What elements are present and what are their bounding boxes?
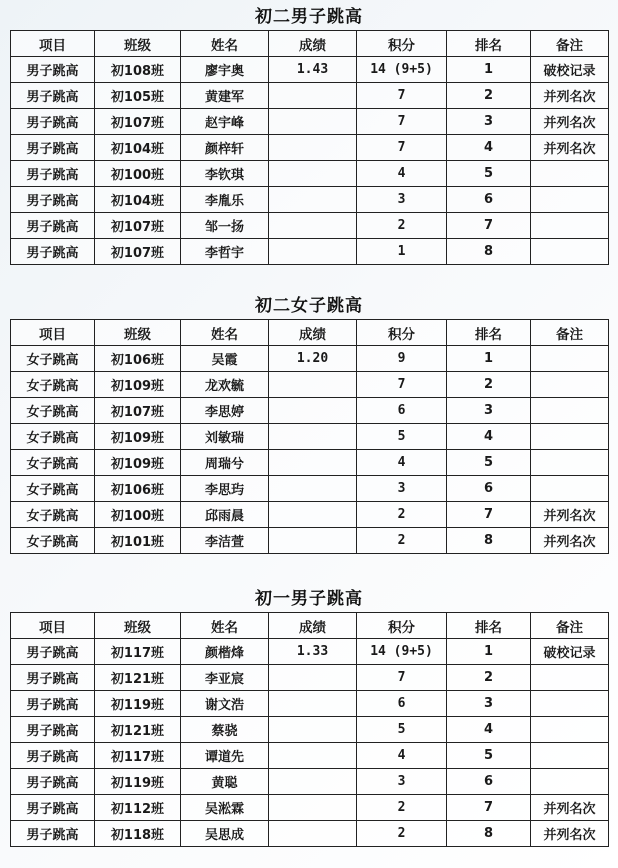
cell-remark xyxy=(531,743,609,769)
cell-remark xyxy=(531,476,609,502)
cell-event: 男子跳高 xyxy=(11,691,95,717)
cell-remark xyxy=(531,161,609,187)
cell-event: 男子跳高 xyxy=(11,161,95,187)
section-grade8-boys-high-jump xyxy=(10,4,608,265)
cell-result xyxy=(269,213,357,239)
cell-result: 1.33 xyxy=(269,639,357,665)
cell-points: 2 xyxy=(357,821,447,847)
cell-event: 男子跳高 xyxy=(11,239,95,265)
cell-name: 吴淞霖 xyxy=(181,795,269,821)
table-row xyxy=(11,83,609,109)
cell-class: 初117班 xyxy=(95,639,181,665)
cell-remark xyxy=(531,346,609,372)
cell-class: 初119班 xyxy=(95,691,181,717)
cell-result xyxy=(269,476,357,502)
cell-result xyxy=(269,450,357,476)
cell-remark: 并列名次 xyxy=(531,795,609,821)
cell-rank: 8 xyxy=(447,239,531,265)
cell-rank: 3 xyxy=(447,398,531,424)
cell-name: 吴霞 xyxy=(181,346,269,372)
column-header-rank: 排名 xyxy=(447,31,531,57)
section-title: 初二女子跳高 xyxy=(255,296,363,316)
table-row xyxy=(11,450,609,476)
cell-rank: 8 xyxy=(447,821,531,847)
table-row xyxy=(11,769,609,795)
table-row xyxy=(11,665,609,691)
cell-event: 女子跳高 xyxy=(11,528,95,554)
cell-remark: 并列名次 xyxy=(531,83,609,109)
cell-name: 谭道先 xyxy=(181,743,269,769)
cell-class: 初104班 xyxy=(95,187,181,213)
column-header-name: 姓名 xyxy=(181,320,269,346)
cell-name: 李思玙 xyxy=(181,476,269,502)
cell-points: 4 xyxy=(357,161,447,187)
cell-rank: 4 xyxy=(447,135,531,161)
table-row xyxy=(11,346,609,372)
cell-name: 龙欢毓 xyxy=(181,372,269,398)
column-header-class: 班级 xyxy=(95,320,181,346)
header-row xyxy=(11,320,609,346)
section-grade8-girls-high-jump xyxy=(10,293,608,554)
column-header-name: 姓名 xyxy=(181,31,269,57)
cell-event: 男子跳高 xyxy=(11,213,95,239)
cell-rank: 8 xyxy=(447,528,531,554)
column-header-points: 积分 xyxy=(357,613,447,639)
table-row xyxy=(11,691,609,717)
column-header-result: 成绩 xyxy=(269,31,357,57)
header-row xyxy=(11,613,609,639)
cell-result xyxy=(269,135,357,161)
cell-rank: 4 xyxy=(447,424,531,450)
cell-rank: 1 xyxy=(447,57,531,83)
cell-points: 6 xyxy=(357,398,447,424)
cell-points: 2 xyxy=(357,502,447,528)
cell-class: 初104班 xyxy=(95,135,181,161)
cell-remark xyxy=(531,372,609,398)
cell-rank: 3 xyxy=(447,109,531,135)
cell-result xyxy=(269,769,357,795)
cell-class: 初112班 xyxy=(95,795,181,821)
cell-remark: 破校记录 xyxy=(531,639,609,665)
table-row xyxy=(11,398,609,424)
column-header-rank: 排名 xyxy=(447,613,531,639)
column-header-result: 成绩 xyxy=(269,320,357,346)
cell-class: 初107班 xyxy=(95,398,181,424)
cell-result xyxy=(269,743,357,769)
cell-points: 2 xyxy=(357,795,447,821)
cell-name: 刘敏瑞 xyxy=(181,424,269,450)
cell-name: 廖宇奥 xyxy=(181,57,269,83)
cell-remark xyxy=(531,665,609,691)
cell-name: 李思婷 xyxy=(181,398,269,424)
table-row xyxy=(11,213,609,239)
cell-class: 初101班 xyxy=(95,528,181,554)
table-row xyxy=(11,743,609,769)
cell-class: 初117班 xyxy=(95,743,181,769)
cell-remark xyxy=(531,398,609,424)
column-header-points: 积分 xyxy=(357,320,447,346)
cell-points: 9 xyxy=(357,346,447,372)
column-header-event: 项目 xyxy=(11,320,95,346)
cell-rank: 6 xyxy=(447,769,531,795)
cell-rank: 2 xyxy=(447,372,531,398)
cell-class: 初121班 xyxy=(95,665,181,691)
cell-name: 李哲宇 xyxy=(181,239,269,265)
cell-result xyxy=(269,109,357,135)
table-row xyxy=(11,187,609,213)
cell-rank: 6 xyxy=(447,476,531,502)
cell-event: 男子跳高 xyxy=(11,187,95,213)
cell-event: 女子跳高 xyxy=(11,502,95,528)
cell-name: 周瑞兮 xyxy=(181,450,269,476)
cell-points: 14 (9+5) xyxy=(357,57,447,83)
cell-name: 邹一扬 xyxy=(181,213,269,239)
column-header-points: 积分 xyxy=(357,31,447,57)
cell-class: 初100班 xyxy=(95,502,181,528)
cell-points: 4 xyxy=(357,743,447,769)
cell-event: 男子跳高 xyxy=(11,665,95,691)
cell-result xyxy=(269,717,357,743)
cell-event: 女子跳高 xyxy=(11,424,95,450)
cell-name: 李亚宸 xyxy=(181,665,269,691)
cell-class: 初106班 xyxy=(95,346,181,372)
cell-points: 2 xyxy=(357,213,447,239)
cell-result: 1.43 xyxy=(269,57,357,83)
cell-name: 颜楷烽 xyxy=(181,639,269,665)
cell-points: 3 xyxy=(357,769,447,795)
cell-event: 男子跳高 xyxy=(11,769,95,795)
cell-result xyxy=(269,83,357,109)
cell-points: 7 xyxy=(357,83,447,109)
cell-result xyxy=(269,239,357,265)
cell-event: 男子跳高 xyxy=(11,795,95,821)
table-row xyxy=(11,424,609,450)
cell-remark xyxy=(531,717,609,743)
cell-points: 4 xyxy=(357,450,447,476)
cell-remark xyxy=(531,187,609,213)
cell-rank: 1 xyxy=(447,639,531,665)
cell-rank: 4 xyxy=(447,717,531,743)
column-header-result: 成绩 xyxy=(269,613,357,639)
cell-points: 14 (9+5) xyxy=(357,639,447,665)
cell-points: 7 xyxy=(357,372,447,398)
cell-event: 男子跳高 xyxy=(11,743,95,769)
cell-class: 初109班 xyxy=(95,372,181,398)
cell-event: 女子跳高 xyxy=(11,398,95,424)
results-table xyxy=(10,612,609,847)
cell-class: 初105班 xyxy=(95,83,181,109)
cell-result xyxy=(269,691,357,717)
cell-name: 黄聪 xyxy=(181,769,269,795)
cell-class: 初121班 xyxy=(95,717,181,743)
table-row xyxy=(11,528,609,554)
column-header-remark: 备注 xyxy=(531,31,609,57)
table-row xyxy=(11,476,609,502)
cell-remark xyxy=(531,691,609,717)
results-table xyxy=(10,319,609,554)
cell-event: 女子跳高 xyxy=(11,346,95,372)
cell-event: 男子跳高 xyxy=(11,57,95,83)
cell-result xyxy=(269,502,357,528)
results-table xyxy=(10,30,609,265)
table-row xyxy=(11,135,609,161)
cell-result xyxy=(269,665,357,691)
cell-name: 李钦琪 xyxy=(181,161,269,187)
cell-points: 1 xyxy=(357,239,447,265)
cell-remark xyxy=(531,213,609,239)
cell-rank: 2 xyxy=(447,665,531,691)
column-header-class: 班级 xyxy=(95,31,181,57)
cell-name: 蔡骁 xyxy=(181,717,269,743)
cell-rank: 7 xyxy=(447,213,531,239)
cell-result xyxy=(269,398,357,424)
cell-remark xyxy=(531,769,609,795)
cell-class: 初109班 xyxy=(95,450,181,476)
cell-rank: 7 xyxy=(447,502,531,528)
cell-event: 男子跳高 xyxy=(11,717,95,743)
section-grade7-boys-high-jump xyxy=(10,586,608,847)
cell-rank: 5 xyxy=(447,161,531,187)
table-row xyxy=(11,161,609,187)
cell-event: 女子跳高 xyxy=(11,372,95,398)
cell-name: 李胤乐 xyxy=(181,187,269,213)
cell-event: 男子跳高 xyxy=(11,83,95,109)
cell-event: 女子跳高 xyxy=(11,450,95,476)
cell-remark xyxy=(531,239,609,265)
column-header-event: 项目 xyxy=(11,613,95,639)
cell-remark: 并列名次 xyxy=(531,135,609,161)
cell-points: 7 xyxy=(357,109,447,135)
cell-name: 黄建军 xyxy=(181,83,269,109)
cell-rank: 5 xyxy=(447,743,531,769)
cell-remark: 并列名次 xyxy=(531,502,609,528)
column-header-remark: 备注 xyxy=(531,613,609,639)
cell-points: 2 xyxy=(357,528,447,554)
cell-points: 5 xyxy=(357,717,447,743)
cell-points: 3 xyxy=(357,476,447,502)
cell-remark: 破校记录 xyxy=(531,57,609,83)
table-row xyxy=(11,639,609,665)
cell-remark xyxy=(531,450,609,476)
cell-event: 女子跳高 xyxy=(11,476,95,502)
table-row xyxy=(11,821,609,847)
column-header-class: 班级 xyxy=(95,613,181,639)
cell-remark: 并列名次 xyxy=(531,528,609,554)
cell-result: 1.20 xyxy=(269,346,357,372)
cell-result xyxy=(269,161,357,187)
cell-event: 男子跳高 xyxy=(11,821,95,847)
table-row xyxy=(11,372,609,398)
cell-name: 赵宇峰 xyxy=(181,109,269,135)
cell-event: 男子跳高 xyxy=(11,639,95,665)
cell-event: 男子跳高 xyxy=(11,109,95,135)
table-row xyxy=(11,502,609,528)
cell-class: 初109班 xyxy=(95,424,181,450)
cell-class: 初107班 xyxy=(95,239,181,265)
cell-remark xyxy=(531,424,609,450)
cell-class: 初119班 xyxy=(95,769,181,795)
cell-remark: 并列名次 xyxy=(531,109,609,135)
cell-points: 5 xyxy=(357,424,447,450)
cell-result xyxy=(269,424,357,450)
cell-name: 李洁萱 xyxy=(181,528,269,554)
cell-name: 邱雨晨 xyxy=(181,502,269,528)
cell-rank: 7 xyxy=(447,795,531,821)
cell-rank: 5 xyxy=(447,450,531,476)
column-header-event: 项目 xyxy=(11,31,95,57)
cell-result xyxy=(269,795,357,821)
cell-event: 男子跳高 xyxy=(11,135,95,161)
cell-class: 初108班 xyxy=(95,57,181,83)
cell-points: 6 xyxy=(357,691,447,717)
cell-rank: 2 xyxy=(447,83,531,109)
column-header-rank: 排名 xyxy=(447,320,531,346)
cell-result xyxy=(269,372,357,398)
section-title: 初一男子跳高 xyxy=(255,589,363,609)
cell-remark: 并列名次 xyxy=(531,821,609,847)
table-row xyxy=(11,795,609,821)
cell-points: 7 xyxy=(357,665,447,691)
cell-class: 初107班 xyxy=(95,109,181,135)
cell-result xyxy=(269,821,357,847)
table-row xyxy=(11,717,609,743)
cell-rank: 3 xyxy=(447,691,531,717)
cell-result xyxy=(269,528,357,554)
cell-rank: 1 xyxy=(447,346,531,372)
cell-class: 初106班 xyxy=(95,476,181,502)
column-header-remark: 备注 xyxy=(531,320,609,346)
table-row xyxy=(11,239,609,265)
column-header-name: 姓名 xyxy=(181,613,269,639)
cell-points: 7 xyxy=(357,135,447,161)
cell-class: 初100班 xyxy=(95,161,181,187)
cell-rank: 6 xyxy=(447,187,531,213)
table-row xyxy=(11,109,609,135)
cell-result xyxy=(269,187,357,213)
cell-class: 初118班 xyxy=(95,821,181,847)
table-row xyxy=(11,57,609,83)
cell-name: 吴思成 xyxy=(181,821,269,847)
header-row xyxy=(11,31,609,57)
section-title: 初二男子跳高 xyxy=(255,7,363,27)
cell-class: 初107班 xyxy=(95,213,181,239)
cell-points: 3 xyxy=(357,187,447,213)
cell-name: 颜梓轩 xyxy=(181,135,269,161)
cell-name: 谢文浩 xyxy=(181,691,269,717)
